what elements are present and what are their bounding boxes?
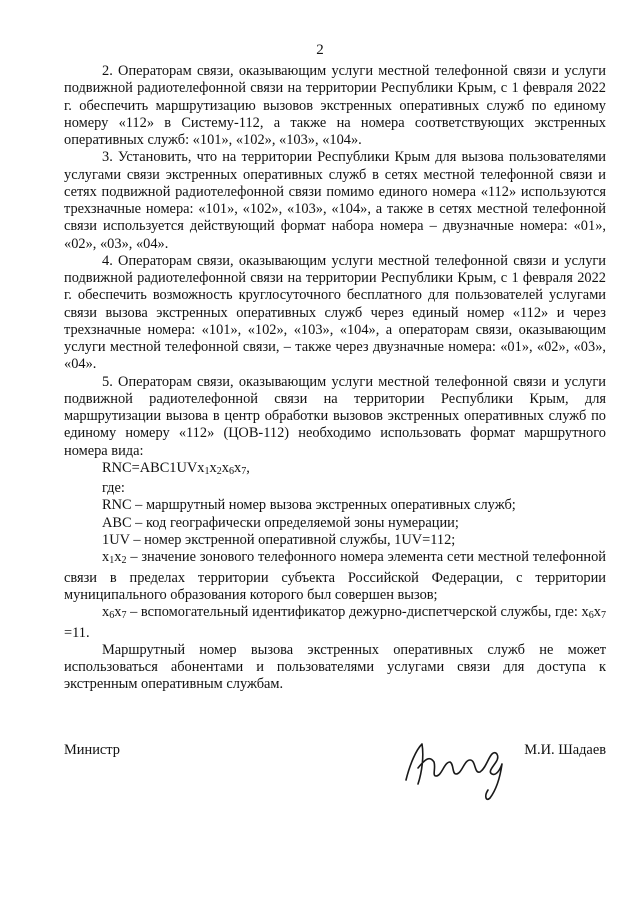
- signature-block: [64, 736, 606, 806]
- definition-x6x7: $x_6x_7$ – вспомогательный идентификатор дежурно-диспетчерской службы, где: $x_6x_7 =11$.: [64, 604, 606, 641]
- definition-rnc: RNC – маршрутный номер вызова экстренных оперативных служб;: [102, 497, 516, 514]
- paragraph-3: 3. Установить, что на территории Республики Крым для вызова пользователями услугами связи экстренных оперативных служб в сетях местной телефонной связи и сетях подвижной радиотелефонной связи помимо единого номера «112» используются трехзначные номера: «101», «102», «103», «104», а также в сетях местной телефонной связи используется действующий формат набора номера – двузначные номера: «01», «02», «03», «04».: [64, 149, 606, 252]
- routing-number-formula: [64, 460, 606, 480]
- formula-var-6: x: [221, 459, 229, 476]
- paragraph-4: 4. Операторам связи, оказывающим услуги местной телефонной связи и услуги подвижной радиотелефонной связи на территории Республики Крым, с 1 февраля 2022 г. обеспечить возможность круглосуточного бесплатного для пользователей услугами связи вызова экстренных оперативных служб через единый номер «112» и через трехзначные номера: «101», «102», «103», «104», а операторам связи, оказывающим услуги местной телефонной связи, – также через двузначные номера: «01», «02», «03», «04».: [64, 252, 606, 373]
- formula-sub-6: 6: [228, 465, 235, 477]
- final-paragraph: Маршрутный номер вызова экстренных оперативных служб не может использоваться абонентами и пользователями услугами связи для доступа к экстренным оперативным службам.: [64, 641, 606, 693]
- formula-prefix: RNC=ABC1UVx: [102, 459, 205, 476]
- formula-suffix: ,: [246, 459, 250, 476]
- paragraph-5: 5. Операторам связи, оказывающим услуги местной телефонной связи и услуги подвижной радиотелефонной связи на территории Республики Крым, для маршрутизации вызова в центр обработки вызовов экстренных оперативных служб по единому номеру «112» (ЦОВ-112) необходимо использовать формат маршрутного номера вида:: [64, 373, 606, 459]
- paragraph-2: 2. Операторам связи, оказывающим услуги местной телефонной связи и услуги подвижной радиотелефонной связи на территории Республики Крым, с 1 февраля 2022 г. обеспечить маршрутизацию вызовов экстренных оперативных служб по единому номеру «112» в Систему-112, а также на номера соответствующих экстренных оперативных служб: «101», «102», «103», «104».: [64, 63, 606, 148]
- formula-sub-2: 2: [216, 465, 222, 477]
- definition-1uv: 1UV – номер экстренной оперативной службы, 1UV=112;: [102, 531, 456, 548]
- where-label: где:: [102, 480, 125, 497]
- formula-sub-7: 7: [241, 465, 247, 477]
- definition-abc: ABC – код географически определяемой зоны нумерации;: [102, 514, 459, 531]
- definition-x1x2: $x_1x_2$ – значение зонового телефонного номера элемента сети местной телефонной связи в пределах территории субъекта Российской Федерации, с территории муниципального образования которого был совершен вызов;: [64, 549, 606, 603]
- formula-var-7: x: [234, 459, 242, 476]
- page-number: 2: [316, 42, 324, 58]
- formula-sub-1: 1: [204, 465, 210, 477]
- signatory-title: Министр: [64, 742, 120, 758]
- signatory-name: М.И. Шадаев: [524, 742, 606, 758]
- handwritten-signature: [396, 728, 526, 808]
- document-body: [64, 63, 606, 694]
- formula-var-2: x: [209, 459, 217, 476]
